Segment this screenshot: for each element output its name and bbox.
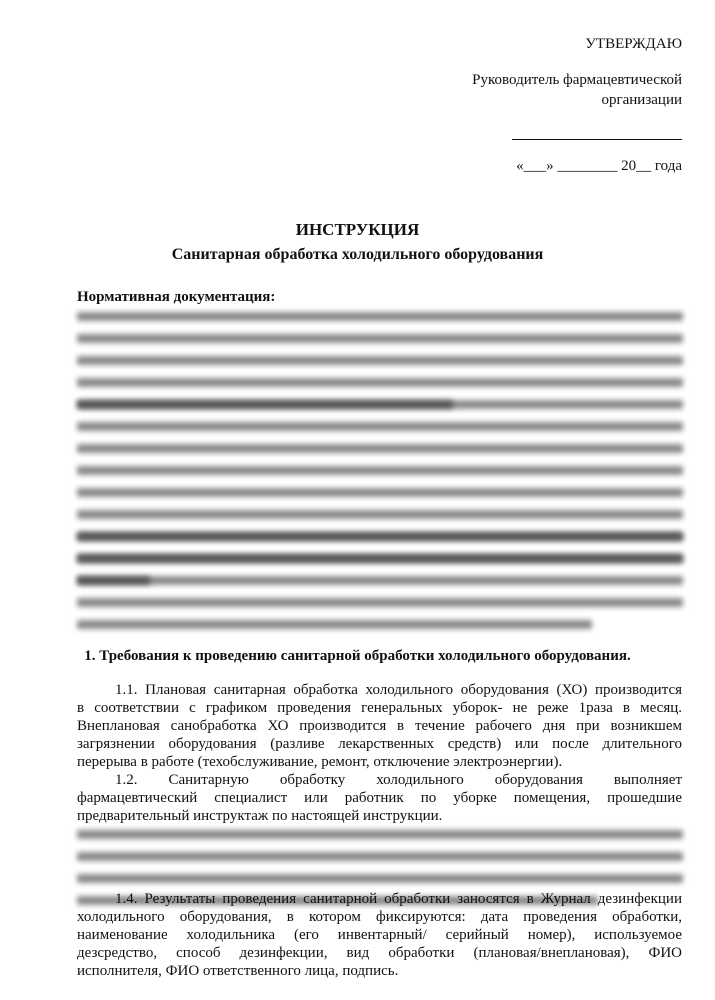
normative-heading: Нормативная документация: — [77, 289, 276, 305]
approval-role-line1: Руководитель фармацевтической — [472, 72, 682, 88]
approval-title — [585, 34, 682, 54]
text-line: в соответствии с графиком проведения генеральных уборок- не реже 1раза в месяц. — [77, 700, 682, 716]
text-line: холодильного оборудования, в котором фиксируются: дата проведения обработки, — [77, 909, 682, 925]
text-line: Внеплановая санобработка ХО производится в течение рабочего дня при возникшем — [77, 718, 682, 734]
approval-date-text: «___» ________ 20__ года — [516, 158, 682, 174]
approval-role-line2: организации — [601, 92, 682, 108]
text-line: фармацевтический специалист или работник по уборке помещения, прошедшие — [77, 790, 682, 806]
approval-title-text: УТВЕРЖДАЮ — [585, 36, 682, 52]
text-line: предварительный инструктаж по настоящей инструкции. — [77, 808, 443, 824]
text-line: дезсредство, способ дезинфекции, вид обработки (плановая/внеплановая), ФИО — [77, 945, 682, 961]
text-line: 1.1. Плановая санитарная обработка холодильного оборудования (ХО) производится — [115, 682, 682, 698]
blurred-normative-block-3 — [77, 532, 683, 642]
paragraph-1-1 — [77, 681, 682, 771]
document-subtitle: Санитарная обработка холодильного оборудования — [171, 246, 544, 263]
paragraph-1-2 — [77, 771, 682, 825]
section-1-heading: 1. Требования к проведению санитарной обработки холодильного оборудования. — [84, 648, 631, 664]
document-title: ИНСТРУКЦИЯ — [295, 220, 420, 239]
text-line: 1.2. Санитарную обработку холодильного оборудования выполняет — [115, 772, 682, 788]
approval-date — [516, 156, 682, 176]
text-line: перерыва в работе (техобслуживание, ремонт, отключение электроэнергии). — [77, 754, 563, 770]
text-line: исполнителя, ФИО ответственного лица, подпись. — [77, 963, 399, 979]
paragraph-1-4 — [77, 890, 682, 980]
document-title-block — [0, 219, 715, 266]
signature-line — [512, 139, 682, 140]
approval-role — [472, 70, 682, 110]
text-line: загрязнении оборудования (разливе лекарственных средств) или после длительного — [77, 736, 682, 752]
text-line: 1.4. Результаты проведения санитарной обработки заносятся в Журнал дезинфекции — [115, 891, 682, 907]
text-line: наименование холодильника (его инвентарный/ серийный номер), используемое — [77, 927, 682, 943]
